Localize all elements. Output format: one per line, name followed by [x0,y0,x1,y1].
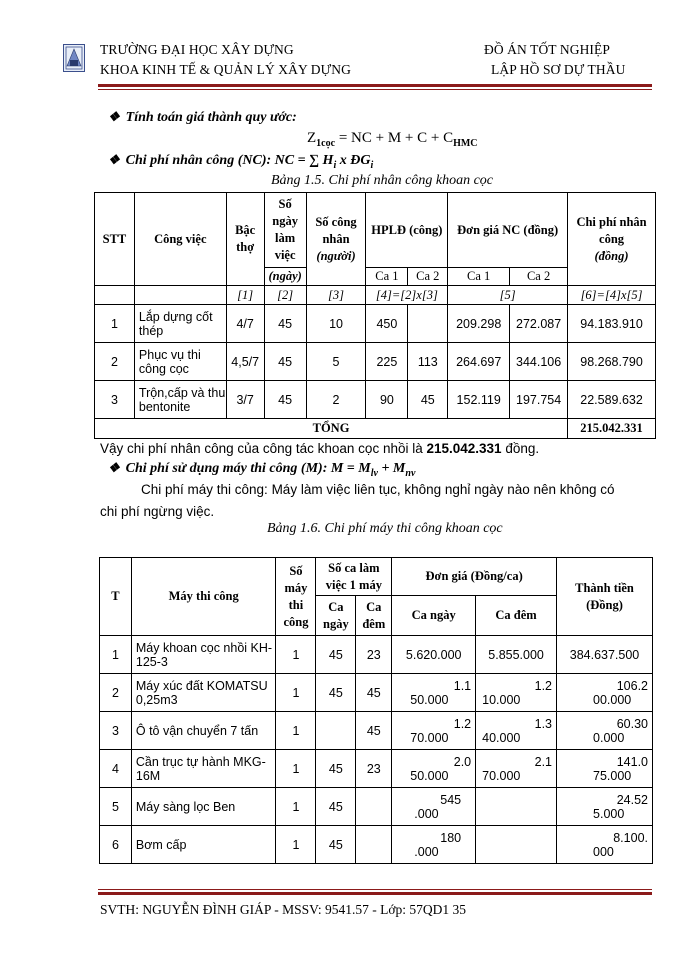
cell-dg-ngay [392,826,476,864]
cell-part: 2.0 [453,754,472,769]
formula-sub: 1cọc [316,138,336,149]
cell-dg-ngay [392,750,476,788]
cell-so-ngay: 45 [264,305,306,343]
cell-part: 75.000 [593,768,632,783]
cell-dem: 45 [356,674,392,712]
cell-cong-viec: Phục vụ thi công cọc [134,343,226,381]
cell-cong-viec: Trộn,cấp và thu bentonite [134,381,226,419]
summary-amount: 215.042.331 [426,441,502,456]
header-school: TRƯỜNG ĐẠI HỌC XÂY DỰNG [100,42,294,57]
cell-bac-tho: 3/7 [226,381,264,419]
cell-dg-ngay: 5.620.000 [392,636,476,674]
heading-text: Tính toán giá thành quy ước: [125,110,297,125]
heading-sub2: i [370,159,374,171]
cell-part: .000 [414,844,439,859]
cell-part: 40.000 [482,730,521,745]
th-so-cong-nhan-unit: (người) [316,248,356,263]
cell-t: 3 [100,712,132,750]
idx-4: [4]=[2]x[3] [366,286,448,305]
cell-t: 2 [100,674,132,712]
cell-part: 1.3 [534,716,553,731]
formula-mid: = NC + M + C + C [335,130,454,146]
th-so-cong-nhan [306,193,366,286]
cell-part: .000 [414,806,439,821]
cell-dem [356,788,392,826]
header-faculty: KHOA KINH TẾ & QUẢN LÝ XÂY DỰNG [100,62,351,77]
cell-so-ngay: 45 [264,381,306,419]
cell-hpld1: 225 [366,343,408,381]
th-so-may: Số máy thi công [276,558,316,636]
cell-bac-tho: 4,5/7 [226,343,264,381]
cell-ca: 45 [316,636,356,674]
heading-text-b: + M [377,461,406,476]
cell-part: 24.52 [616,792,648,807]
th-ca-dem: Ca đêm [356,596,392,636]
cell-part: 1.2 [534,678,553,693]
cell-dg-ngay [392,712,476,750]
cell-stt: 1 [95,305,135,343]
cell-dg-ngay [392,788,476,826]
bullet-icon: ❖ [108,152,120,167]
heading-text: Chi phí sử dụng máy thi công (M): M = M [125,461,371,476]
section-heading-nhan-cong [108,152,373,171]
machine-cost-table [99,557,653,864]
table-row [100,712,653,750]
cell-part: 2.1 [534,754,553,769]
cell-part: 50.000 [410,768,449,783]
footer-student-info: SVTH: NGUYỄN ĐÌNH GIÁP - MSSV: 9541.57 - Lớp: 57QD1 35 [100,902,467,917]
header-subject: LẬP HỒ SƠ DỰ THẦU [491,62,626,77]
heading-text-b: x ĐG [336,153,371,168]
cell-part: 70.000 [410,730,449,745]
cell-so-cn: 2 [306,381,366,419]
cell-so-may: 1 [276,826,316,864]
formula-gia-thanh [307,130,478,149]
cell-dem: 23 [356,750,392,788]
table-row [100,636,653,674]
cell-ca: 45 [316,750,356,788]
idx-6: [6]=[4]x[5] [568,286,656,305]
cell-part: 545 [440,792,462,807]
cell-may: Cần trục tự hành MKG-16M [131,750,276,788]
cell-so-ngay: 45 [264,343,306,381]
cell-ca [316,712,356,750]
cell-thanh-tien [557,712,653,750]
cell-part: 1.2 [453,716,472,731]
cell-hpld1: 90 [366,381,408,419]
idx-5: [5] [448,286,568,305]
cell-dg-ngay [392,674,476,712]
table1-caption: Bảng 1.5. Chi phí nhân công khoan cọc [271,173,494,188]
table-row [95,381,656,419]
cell-hpld2: 45 [408,381,448,419]
cell-cong-viec: Lắp dựng cốt thép [134,305,226,343]
cell-chi-phi: 98.268.790 [568,343,656,381]
heading-sub: i [333,159,337,171]
footer-rule-thin [98,889,652,890]
table-row [95,305,656,343]
cell-hpld1: 450 [366,305,408,343]
cell-dg-dem [476,674,557,712]
section-heading-may [108,460,415,479]
cell-thanh-tien [557,826,653,864]
cell-dg-dem [476,750,557,788]
cell-ca: 45 [316,674,356,712]
cell-thanh-tien: 384.637.500 [557,636,653,674]
summary-text: Vậy chi phí nhân công của công tác khoan cọc nhồi là [100,441,427,456]
idx-2: [2] [264,286,306,305]
bullet-icon: ❖ [108,460,120,475]
cell-part: 5.000 [593,806,625,821]
cell-part: 000 [593,844,614,859]
cell-dg2: 272.087 [510,305,568,343]
cell-part: 0.000 [593,730,625,745]
th-cong-viec: Công việc [134,193,226,286]
cell-part: 141.0 [616,754,648,769]
th-dg-ca1: Ca 1 [448,268,510,286]
cell-bac-tho: 4/7 [226,305,264,343]
th-hpld: HPLĐ (công) [366,193,448,268]
th-so-ngay: Số ngày làm việc [264,193,306,268]
cell-dg2: 344.106 [510,343,568,381]
footer-rule-thick [98,892,652,895]
th-dg-ca-ngay: Ca ngày [392,596,476,636]
cell-so-may: 1 [276,788,316,826]
cell-t: 4 [100,750,132,788]
th-chi-phi [568,193,656,286]
cell-chi-phi: 94.183.910 [568,305,656,343]
university-logo-icon [63,44,85,72]
th-bac-tho: Bậc thợ [226,193,264,286]
cell-part: 1.1 [453,678,472,693]
th-chi-phi-unit: (đồng) [594,248,629,263]
th-ca-ngay: Ca ngày [316,596,356,636]
formula-sub2: HMC [453,138,478,149]
th-so-cong-nhan-label: Số công nhân [315,214,357,246]
th-dg-ca-dem: Ca đêm [476,596,557,636]
header-rule-thin [98,89,652,90]
cell-part: 70.000 [482,768,521,783]
cell-dg-dem [476,712,557,750]
table2-caption: Bảng 1.6. Chi phí máy thi công khoan cọc [267,521,503,536]
cell-t: 1 [100,636,132,674]
labor-summary [100,438,539,460]
cell-so-may: 1 [276,636,316,674]
total-row [95,419,656,439]
cell-part: 180 [440,830,462,845]
table-row [100,788,653,826]
section-heading-gia-thanh [108,109,297,126]
th-don-gia: Đơn giá (Đồng/ca) [392,558,557,596]
cell-may: Máy xúc đất KOMATSU 0,25m3 [131,674,276,712]
idx-1: [1] [226,286,264,305]
table-row [100,674,653,712]
cell-thanh-tien [557,788,653,826]
cell-chi-phi: 22.589.632 [568,381,656,419]
cell-stt: 3 [95,381,135,419]
cell-so-may: 1 [276,750,316,788]
idx-blank [95,286,135,305]
th-so-ca: Số ca làm việc 1 máy [316,558,392,596]
th-so-ngay-unit: (ngày) [264,268,306,286]
cell-t: 6 [100,826,132,864]
para-line2: chi phí ngừng việc. [100,504,215,519]
idx-blank [134,286,226,305]
cell-ca: 45 [316,826,356,864]
th-dg-ca2: Ca 2 [510,268,568,286]
cell-may: Máy khoan cọc nhồi KH-125-3 [131,636,276,674]
cell-part: 50.000 [410,692,449,707]
total-label: TỔNG [95,419,568,439]
cell-part: 106.2 [616,678,648,693]
cell-thanh-tien [557,674,653,712]
cell-may: Bơm cấp [131,826,276,864]
cell-dem [356,826,392,864]
cell-dg-dem: 5.855.000 [476,636,557,674]
cell-dg-dem [476,826,557,864]
cell-dg-dem [476,788,557,826]
cell-part: 60.30 [616,716,648,731]
th-don-gia: Đơn giá NC (đồng) [448,193,568,268]
cell-dg1: 264.697 [448,343,510,381]
cell-part: 8.100. [613,830,648,845]
cell-so-may: 1 [276,674,316,712]
table-row [95,343,656,381]
header-rule-thick [98,84,652,87]
th-chi-phi-label: Chi phí nhân công [576,214,647,246]
cell-thanh-tien [557,750,653,788]
bullet-icon: ❖ [108,109,120,124]
th-t: T [100,558,132,636]
cell-stt: 2 [95,343,135,381]
cell-dg1: 152.119 [448,381,510,419]
th-hpld-ca1: Ca 1 [366,268,408,286]
cell-ca: 45 [316,788,356,826]
cell-t: 5 [100,788,132,826]
idx-3: [3] [306,286,366,305]
summary-unit: đồng. [501,441,540,456]
cell-part: 10.000 [482,692,521,707]
cell-may: Máy sàng lọc Ben [131,788,276,826]
cell-so-may: 1 [276,712,316,750]
table-row [100,750,653,788]
cell-dg2: 197.754 [510,381,568,419]
cell-so-cn: 10 [306,305,366,343]
cell-hpld2: 113 [408,343,448,381]
cell-dem: 45 [356,712,392,750]
th-hpld-ca2: Ca 2 [408,268,448,286]
cell-dg1: 209.298 [448,305,510,343]
heading-sub-nv: nv [405,467,416,479]
cell-part: 00.000 [593,692,632,707]
heading-text: Chi phí nhân công (NC): NC = ∑ H [125,153,334,168]
table-row [100,826,653,864]
header-thesis: ĐỒ ÁN TỐT NGHIỆP [484,42,610,57]
para-line1: Chi phí máy thi công: Máy làm việc liên tục, không nghỉ ngày nào nên không có [141,482,615,497]
total-value: 215.042.331 [568,419,656,439]
labor-cost-table [94,192,656,439]
cell-so-cn: 5 [306,343,366,381]
th-thanh-tien: Thành tiền (Đồng) [557,558,653,636]
cell-dem: 23 [356,636,392,674]
cell-hpld2 [408,305,448,343]
formula-lhs: Z [307,130,317,146]
th-stt: STT [95,193,135,286]
cell-may: Ô tô vận chuyển 7 tấn [131,712,276,750]
th-may: Máy thi công [131,558,276,636]
heading-sub-lv: lv [370,467,378,479]
